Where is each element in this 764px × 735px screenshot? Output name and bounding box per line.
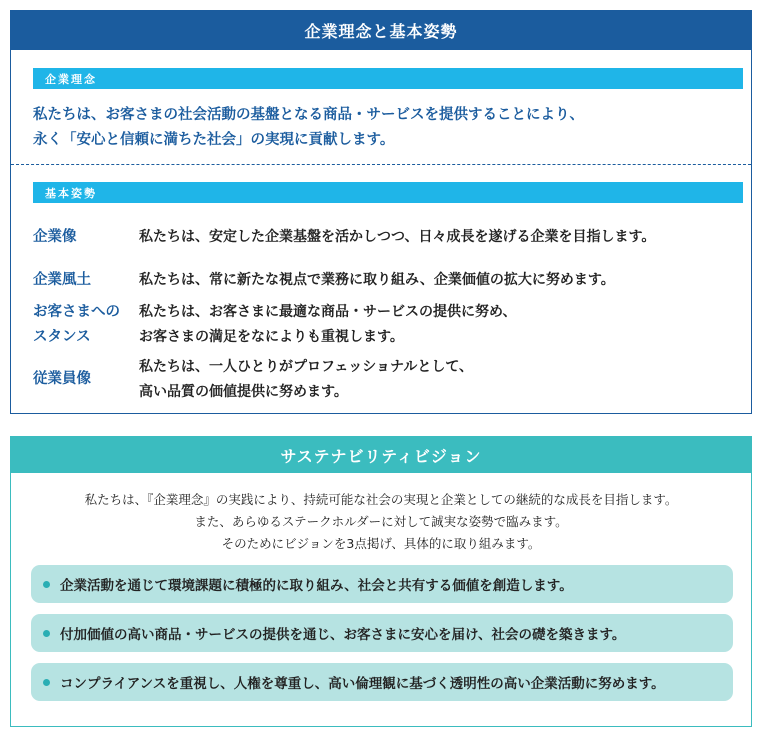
stance-desc-line: 私たちは、一人ひとりがプロフェッショナルとして、: [139, 359, 474, 375]
section-title: 企業理念と基本姿勢: [11, 11, 751, 50]
intro-line: そのためにビジョンを3点掲げ、具体的に取り組みます。: [221, 536, 541, 551]
stance-label: 基本姿勢: [33, 182, 743, 203]
bullet-dot-icon: [43, 679, 50, 686]
dashed-divider: [11, 164, 751, 165]
philosophy-line: 私たちは、お客さまの社会活動の基盤となる商品・サービスを提供することにより、: [33, 107, 584, 123]
sustainability-vision-box: [10, 436, 752, 727]
stance-desc-line: 高い品質の価値提供に努めます。: [139, 384, 348, 400]
stance-term-line: お客さまへの: [33, 304, 120, 320]
stance-desc: [139, 355, 745, 405]
stance-term: [33, 367, 141, 392]
bullet-dot-icon: [43, 581, 50, 588]
philosophy-text: [33, 103, 733, 153]
vision-intro: [11, 489, 751, 555]
vision-item: [31, 565, 733, 603]
intro-line: また、あらゆるステークホルダーに対して誠実な姿勢で臨みます。: [194, 514, 568, 529]
stance-term-line: 従業員像: [33, 371, 91, 387]
stance-desc: [139, 225, 745, 250]
stance-desc-line: 私たちは、安定した企業基盤を活かしつつ、日々成長を遂げる企業を目指します。: [139, 229, 656, 245]
vision-text: 付加価値の高い商品・サービスの提供を通じ、お客さまに安心を届け、社会の礎を築きます。: [60, 627, 626, 643]
section-title: サステナビリティビジョン: [11, 437, 751, 473]
philosophy-label: 企業理念: [33, 68, 743, 89]
stance-desc-line: 私たちは、常に新たな視点で業務に取り組み、企業価値の拡大に努めます。: [139, 272, 615, 288]
philosophy-line: 永く「安心と信頼に満ちた社会」の実現に貢献します。: [33, 132, 395, 148]
vision-text: コンプライアンスを重視し、人権を尊重し、高い倫理観に基づく透明性の高い企業活動に努めます。: [60, 676, 665, 692]
bullet-dot-icon: [43, 630, 50, 637]
stance-term-line: 企業像: [33, 229, 77, 245]
corporate-philosophy-box: [10, 10, 752, 414]
stance-term-line: 企業風土: [33, 272, 91, 288]
intro-line: 私たちは、『企業理念』の実践により、持続可能な社会の実現と企業としての継続的な成長を目指します。: [84, 492, 678, 507]
vision-text: 企業活動を通じて環境課題に積極的に取り組み、社会と共有する価値を創造します。: [60, 578, 573, 594]
stance-term: [33, 225, 141, 250]
stance-desc: [139, 268, 745, 293]
vision-item: [31, 663, 733, 701]
vision-item: [31, 614, 733, 652]
stance-term: [33, 268, 141, 293]
stance-desc-line: 私たちは、お客さまに最適な商品・サービスの提供に努め、: [139, 304, 517, 320]
stance-term: [33, 300, 141, 350]
stance-term-line: スタンス: [33, 329, 91, 345]
stance-desc: [139, 300, 745, 350]
stance-desc-line: お客さまの満足をなによりも重視します。: [139, 329, 404, 345]
